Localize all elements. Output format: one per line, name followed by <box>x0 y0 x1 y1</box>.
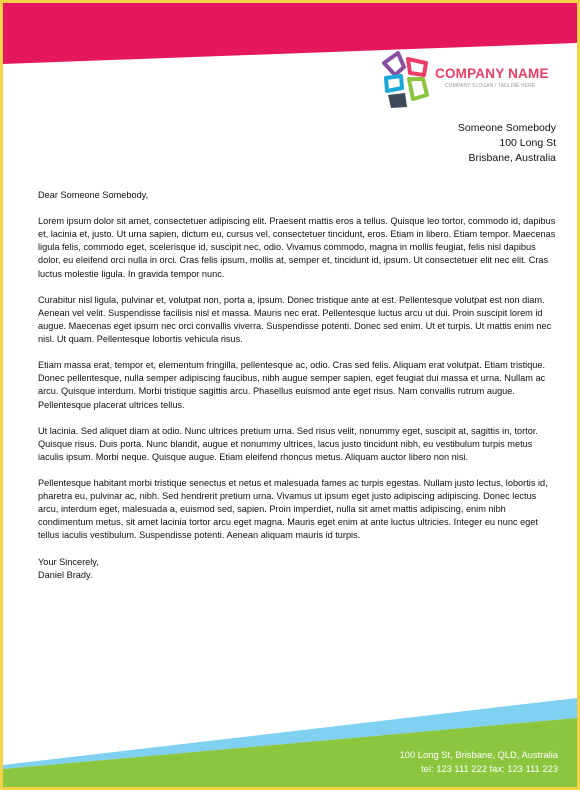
logo-petals-icon <box>381 51 435 111</box>
footer-address: 100 Long St, Brisbane, QLD, Australia <box>399 749 558 760</box>
paragraph: Curabitur nisl ligula, pulvinar et, volutpat non, porta a, ipsum. Donec tristique ante at est. Pellentesque volutpat est non diam. Aenean vel velit. Suspendisse facilisis nisl et massa. Mauris nec erat. Pellentesque luctus arcu ut dui. Proin suscipit lorem id augue. Maecenas eget ipsum nec orci convallis viverra. Suspendisse potenti. Donec sed enim. Ut et turpis. Ut mattis enim nec nisl. Ut quam. Pellentesque lobortis vehicula risus. <box>38 294 552 345</box>
recipient-address <box>458 121 556 166</box>
paragraph: Ut lacinia. Sed aliquet diam at odio. Nunc ultrices pretium urna. Sed risus velit, nonummy eget, suscipit at, sagittis in, tortor. Quisque risus. Duis porta. Nunc blandit, augue et nonummy ultrices, lacus justo tincidunt nibh, eu vestibulum turpis metus iaculis ipsum. Morbi neque. Quisque augue. Etiam eleifend rhoncus metus. Aliquam auctor libero non nisi. <box>38 425 538 462</box>
paragraph: Etiam massa erat, tempor et, elementum fringilla, pellentesque ac, odio. Cras sed felis. Aliquam erat volutpat. Etiam tristique. Donec pellentesque, nulla semper adipiscing faucibus, nibh augue semper sapien, eget feugiat dui massa et urna. Nullam ac arcu. Quisque interdum. Morbi tristique sagittis arcu. Phasellus euismod ante eget risus. Nam convallis rutrum augue. Pellentesque placerat ultrices tellus. <box>38 360 546 410</box>
recipient-name: Someone Somebody <box>457 122 556 134</box>
recipient-city: Brisbane, Australia <box>468 152 556 164</box>
paragraph: Pellentesque habitant morbi tristique senectus et netus et malesuada fames ac turpis egestas. Nullam justo lectus, lobortis id, pharetra eu, pulvinar ac, nibh. Sed hendrerit pretium urna. Vivamus ut ipsum eget justo adipiscing adipiscing. Donec lectus arcu, interdum eget, malesuada a, euismod sed, sapien. Proin imperdiet, nulla sit amet mattis adipiscing, enim nibh condimentum metus, sit amet lacinia tortor arcu eget magna. Mauris eget enim at ante luctus ultricies. Integer eu nunc eget tellus iaculis vestibulum. Suspendisse potenti. Aenean aliquam mauris id turpis. <box>38 478 548 541</box>
paragraph: Lorem ipsum dolor sit amet, consectetuer adipiscing elit. Praesent mattis eros a tellus. Quisque leo tortor, commodo id, dapibus et, lacinia et, justo. Ut urna sapien, dictum eu, cursus vel, consectetuer tincidunt, eros. Etiam in libero. Etiam tempor. Maecenas ligula felis, commodo eget, scelerisque id, suscipit nec, odio. Vivamus commodo, magna in mollis feugiat, felis nisl dapibus dolor, eu eleifend orci nulla in orci. Cras felis ipsum, mollis at, semper et, tincidunt id, ipsum. Ut consectetuer elit nec elit. Cras luctus molestie ligula. In gravida tempor nunc. <box>38 216 556 279</box>
company-slogan: COMPANY SLOGAN / TAGLINE HERE <box>445 83 536 89</box>
salutation: Dear Someone Somebody, <box>38 190 149 200</box>
footer-phone-fax: tel: 123 111 222 fax: 123 111 223 <box>421 762 558 774</box>
closing-block <box>38 556 557 582</box>
signature-name: Daniel Brady. <box>38 569 93 580</box>
company-logo <box>381 51 556 111</box>
recipient-street: 100 Long St <box>499 137 556 149</box>
letter-body <box>38 189 557 582</box>
footer-contact <box>400 748 558 775</box>
letterhead-page <box>3 3 577 787</box>
company-name: COMPANY NAME <box>435 66 549 81</box>
closing-line: Your Sincerely, <box>38 556 99 567</box>
watermark-text: www.heritagechristiancollege.com <box>38 737 174 747</box>
